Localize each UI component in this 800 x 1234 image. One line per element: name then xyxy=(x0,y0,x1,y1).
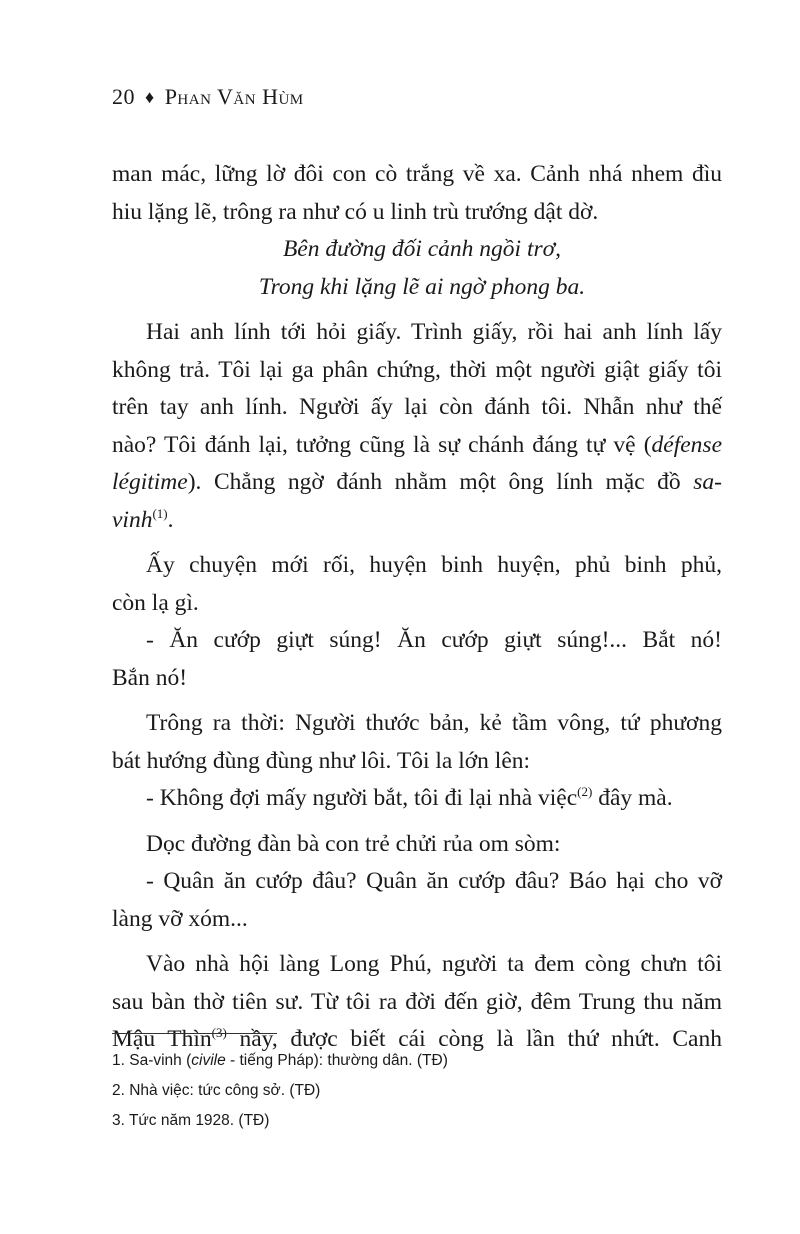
footnote-ref[interactable]: (2) xyxy=(577,784,593,799)
text-span: nầy, được biết cái còng là lần thứ nhứt. Canh xyxy=(226,1026,722,1052)
italic-term: vinh xyxy=(112,506,153,533)
text-line xyxy=(112,464,722,502)
text-line: sau bàn thờ tiên sư. Từ tôi ra đời đến giờ, đêm Trung thu năm xyxy=(112,988,722,1015)
text-line: Bắn nó! xyxy=(112,664,188,691)
running-header xyxy=(112,84,304,110)
text-line: hiu lặng lẽ, trông ra như có u linh trù trướng dật dờ. xyxy=(112,198,599,225)
footnote-ref[interactable]: (1) xyxy=(152,505,168,521)
footnote xyxy=(112,1046,448,1076)
footnote-divider xyxy=(112,1033,277,1034)
paragraph xyxy=(112,622,722,697)
verse xyxy=(112,231,722,306)
italic-term: sa- xyxy=(693,469,722,495)
italic-term: civile xyxy=(191,1052,226,1069)
paragraph xyxy=(112,826,722,864)
text-line: Trông ra thời: Người thước bản, kẻ tầm vông, tứ phương xyxy=(146,710,722,736)
text-span: đây mà. xyxy=(592,785,673,811)
footnotes xyxy=(112,1046,448,1136)
verse-line: Trong khi lặng lẽ ai ngờ phong ba. xyxy=(258,273,586,300)
text-line xyxy=(112,502,722,540)
paragraph xyxy=(112,314,722,539)
paragraph xyxy=(112,705,722,780)
text-line: Dọc đường đàn bà con trẻ chửi rủa om sòm: xyxy=(146,830,561,857)
paragraph xyxy=(112,547,722,622)
footnote: 2. Nhà việc: tức công sở. (TĐ) xyxy=(112,1082,321,1099)
diamond-separator-icon: ♦ xyxy=(145,87,155,107)
text-span: nào? Tôi đánh lại, tưởng cũng là sự chánh đáng tự vệ ( xyxy=(112,431,652,458)
verse-line: Bên đường đối cảnh ngồi trơ, xyxy=(282,236,562,262)
text-line: - Ăn cướp giựt súng! Ăn cướp giựt súng!... Bắt nó! xyxy=(146,627,722,653)
footnote: 3. Tức năm 1928. (TĐ) xyxy=(112,1112,270,1129)
italic-term: légitime xyxy=(112,469,188,495)
text-line: Hai anh lính tới hỏi giấy. Trình giấy, rồi hai anh lính lấy xyxy=(146,319,722,345)
text-line: man mác, lững lờ đôi con cò trắng về xa. Cảnh nhá nhem đìu xyxy=(112,161,722,187)
text-line: làng vỡ xóm... xyxy=(112,905,248,932)
text-line: không trả. Tôi lại ga phân chứng, thời một người giật giấy tôi xyxy=(112,356,722,383)
italic-term: défense xyxy=(651,431,722,458)
text-line: Vào nhà hội làng Long Phú, người ta đem còng chưn tôi xyxy=(146,951,722,977)
page-number: 20 xyxy=(112,84,135,109)
paragraph xyxy=(112,780,722,818)
paragraph xyxy=(112,946,722,1059)
paragraph xyxy=(112,156,722,231)
text-line: - Quân ăn cướp đâu? Quân ăn cướp đâu? Báo hại cho vỡ xyxy=(146,868,722,894)
text-span: ). Chẳng ngờ đánh nhằm một ông lính mặc đồ xyxy=(187,469,694,495)
text-span: - Không đợi mấy người bắt, tôi đi lại nhà việc xyxy=(146,785,578,811)
text-span: . xyxy=(167,506,174,533)
text-line xyxy=(112,427,722,465)
paragraph xyxy=(112,863,722,938)
text-line: còn lạ gì. xyxy=(112,589,199,616)
text-line xyxy=(112,780,722,818)
author-name: Phan Văn Hùm xyxy=(164,84,304,109)
text-line: bát hướng đùng đùng như lôi. Tôi la lớn lên: xyxy=(112,747,531,774)
text-span: - tiếng Pháp): thường dân. (TĐ) xyxy=(225,1052,448,1069)
footnote-ref[interactable]: (3) xyxy=(211,1025,227,1040)
text-span: 1. Sa-vinh ( xyxy=(112,1052,192,1069)
text-line: trên tay anh lính. Người ấy lại còn đánh tôi. Nhẫn như thế xyxy=(112,394,722,420)
text-span: Mậu Thìn xyxy=(112,1026,212,1052)
text-line: Ấy chuyện mới rối, huyện binh huyện, phủ binh phủ, xyxy=(146,552,722,578)
body-text xyxy=(112,156,722,1059)
